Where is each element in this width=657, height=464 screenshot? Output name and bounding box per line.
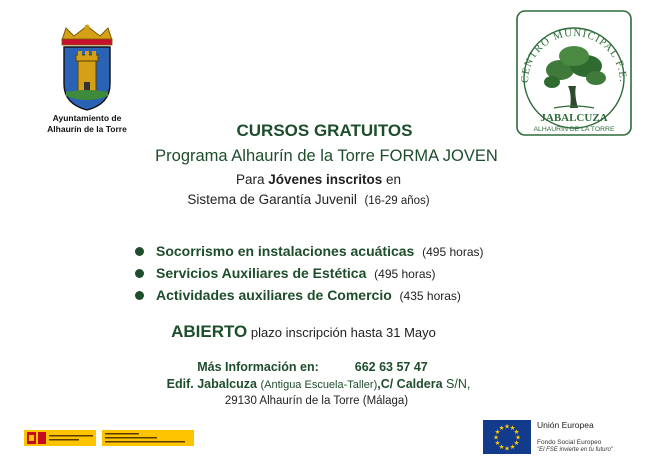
bullet-icon xyxy=(135,247,144,256)
list-item xyxy=(135,241,615,263)
eu-star-icon: ★ xyxy=(493,434,499,442)
eu-star-icon: ★ xyxy=(504,423,510,431)
bullet-icon xyxy=(135,291,144,300)
eu-star-icon: ★ xyxy=(509,425,516,432)
list-item xyxy=(135,285,615,307)
target-line-post: en xyxy=(382,172,402,187)
eu-star-icon: ★ xyxy=(494,429,501,436)
course-hours: (435 horas) xyxy=(399,289,461,303)
centro-arc-text: CENTRO MUNICIPAL F.E. xyxy=(519,27,629,84)
eu-star-icon: ★ xyxy=(509,444,516,451)
program-line xyxy=(0,192,637,207)
contact-label: Más Información en: xyxy=(197,360,319,374)
centro-municipal-logo xyxy=(514,8,634,138)
eu-title: Unión Europea xyxy=(537,420,594,430)
ayuntamiento-line2: Alhaurín de la Torre xyxy=(47,124,127,134)
ayuntamiento-line1: Ayuntamiento de xyxy=(52,113,122,123)
course-name: Servicios Auxiliares de Estética xyxy=(156,265,367,281)
course-name: Actividades auxiliares de Comercio xyxy=(156,287,392,303)
subtitle: Programa Alhaurín de la Torre FORMA JOVEN xyxy=(155,147,498,165)
eu-motto: "El FSE invierte en tu futuro" xyxy=(537,447,613,453)
target-line-pre: Para xyxy=(235,172,269,187)
eu-logo xyxy=(483,418,633,456)
eu-star-icon: ★ xyxy=(504,445,510,453)
eu-fund: Fondo Social Europeo xyxy=(537,439,602,446)
postal-line: 29130 Alhaurín de la Torre (Málaga) xyxy=(224,395,409,407)
course-name: Socorrismo en instalaciones acuáticas xyxy=(156,243,415,259)
title: CURSOS GRATUITOS xyxy=(236,121,413,140)
age-range: (16-29 años) xyxy=(364,195,430,207)
registration-status: ABIERTO xyxy=(171,322,248,341)
eu-star-icon: ★ xyxy=(494,440,501,447)
course-hours: (495 horas) xyxy=(374,267,436,281)
target-line xyxy=(0,172,647,187)
bullet-icon xyxy=(135,269,144,278)
centro-place: ALHAURIN DE LA TORRE xyxy=(533,126,615,133)
eu-star-icon: ★ xyxy=(513,429,520,436)
eu-star-icon: ★ xyxy=(513,440,520,447)
address-street-rest: S/N, xyxy=(442,377,471,391)
registration-text: plazo inscripción hasta 31 Mayo xyxy=(250,325,436,340)
contact-phone: 662 63 57 47 xyxy=(354,360,428,374)
course-list xyxy=(135,241,615,307)
coat-of-arms-icon xyxy=(22,24,152,112)
eu-flag-icon xyxy=(483,420,531,454)
centro-name: JABALCUZA xyxy=(540,112,608,124)
government-logo xyxy=(24,430,194,446)
contact-line xyxy=(0,360,641,374)
eu-star-icon: ★ xyxy=(498,425,505,432)
registration-line xyxy=(0,322,632,342)
program-line-main: Sistema de Garantía Juvenil xyxy=(187,192,357,207)
address-building: Edif. Jabalcuza xyxy=(166,377,257,391)
course-hours: (495 horas) xyxy=(422,245,484,259)
list-item xyxy=(135,263,615,285)
address-street: ,C/ Caldera xyxy=(377,377,443,391)
eu-star-icon: ★ xyxy=(498,444,505,451)
eu-star-icon: ★ xyxy=(515,434,521,442)
address-line xyxy=(0,377,647,391)
address-building-note: (Antigua Escuela-Taller) xyxy=(260,379,378,391)
target-line-bold: Jóvenes inscritos xyxy=(268,172,383,187)
